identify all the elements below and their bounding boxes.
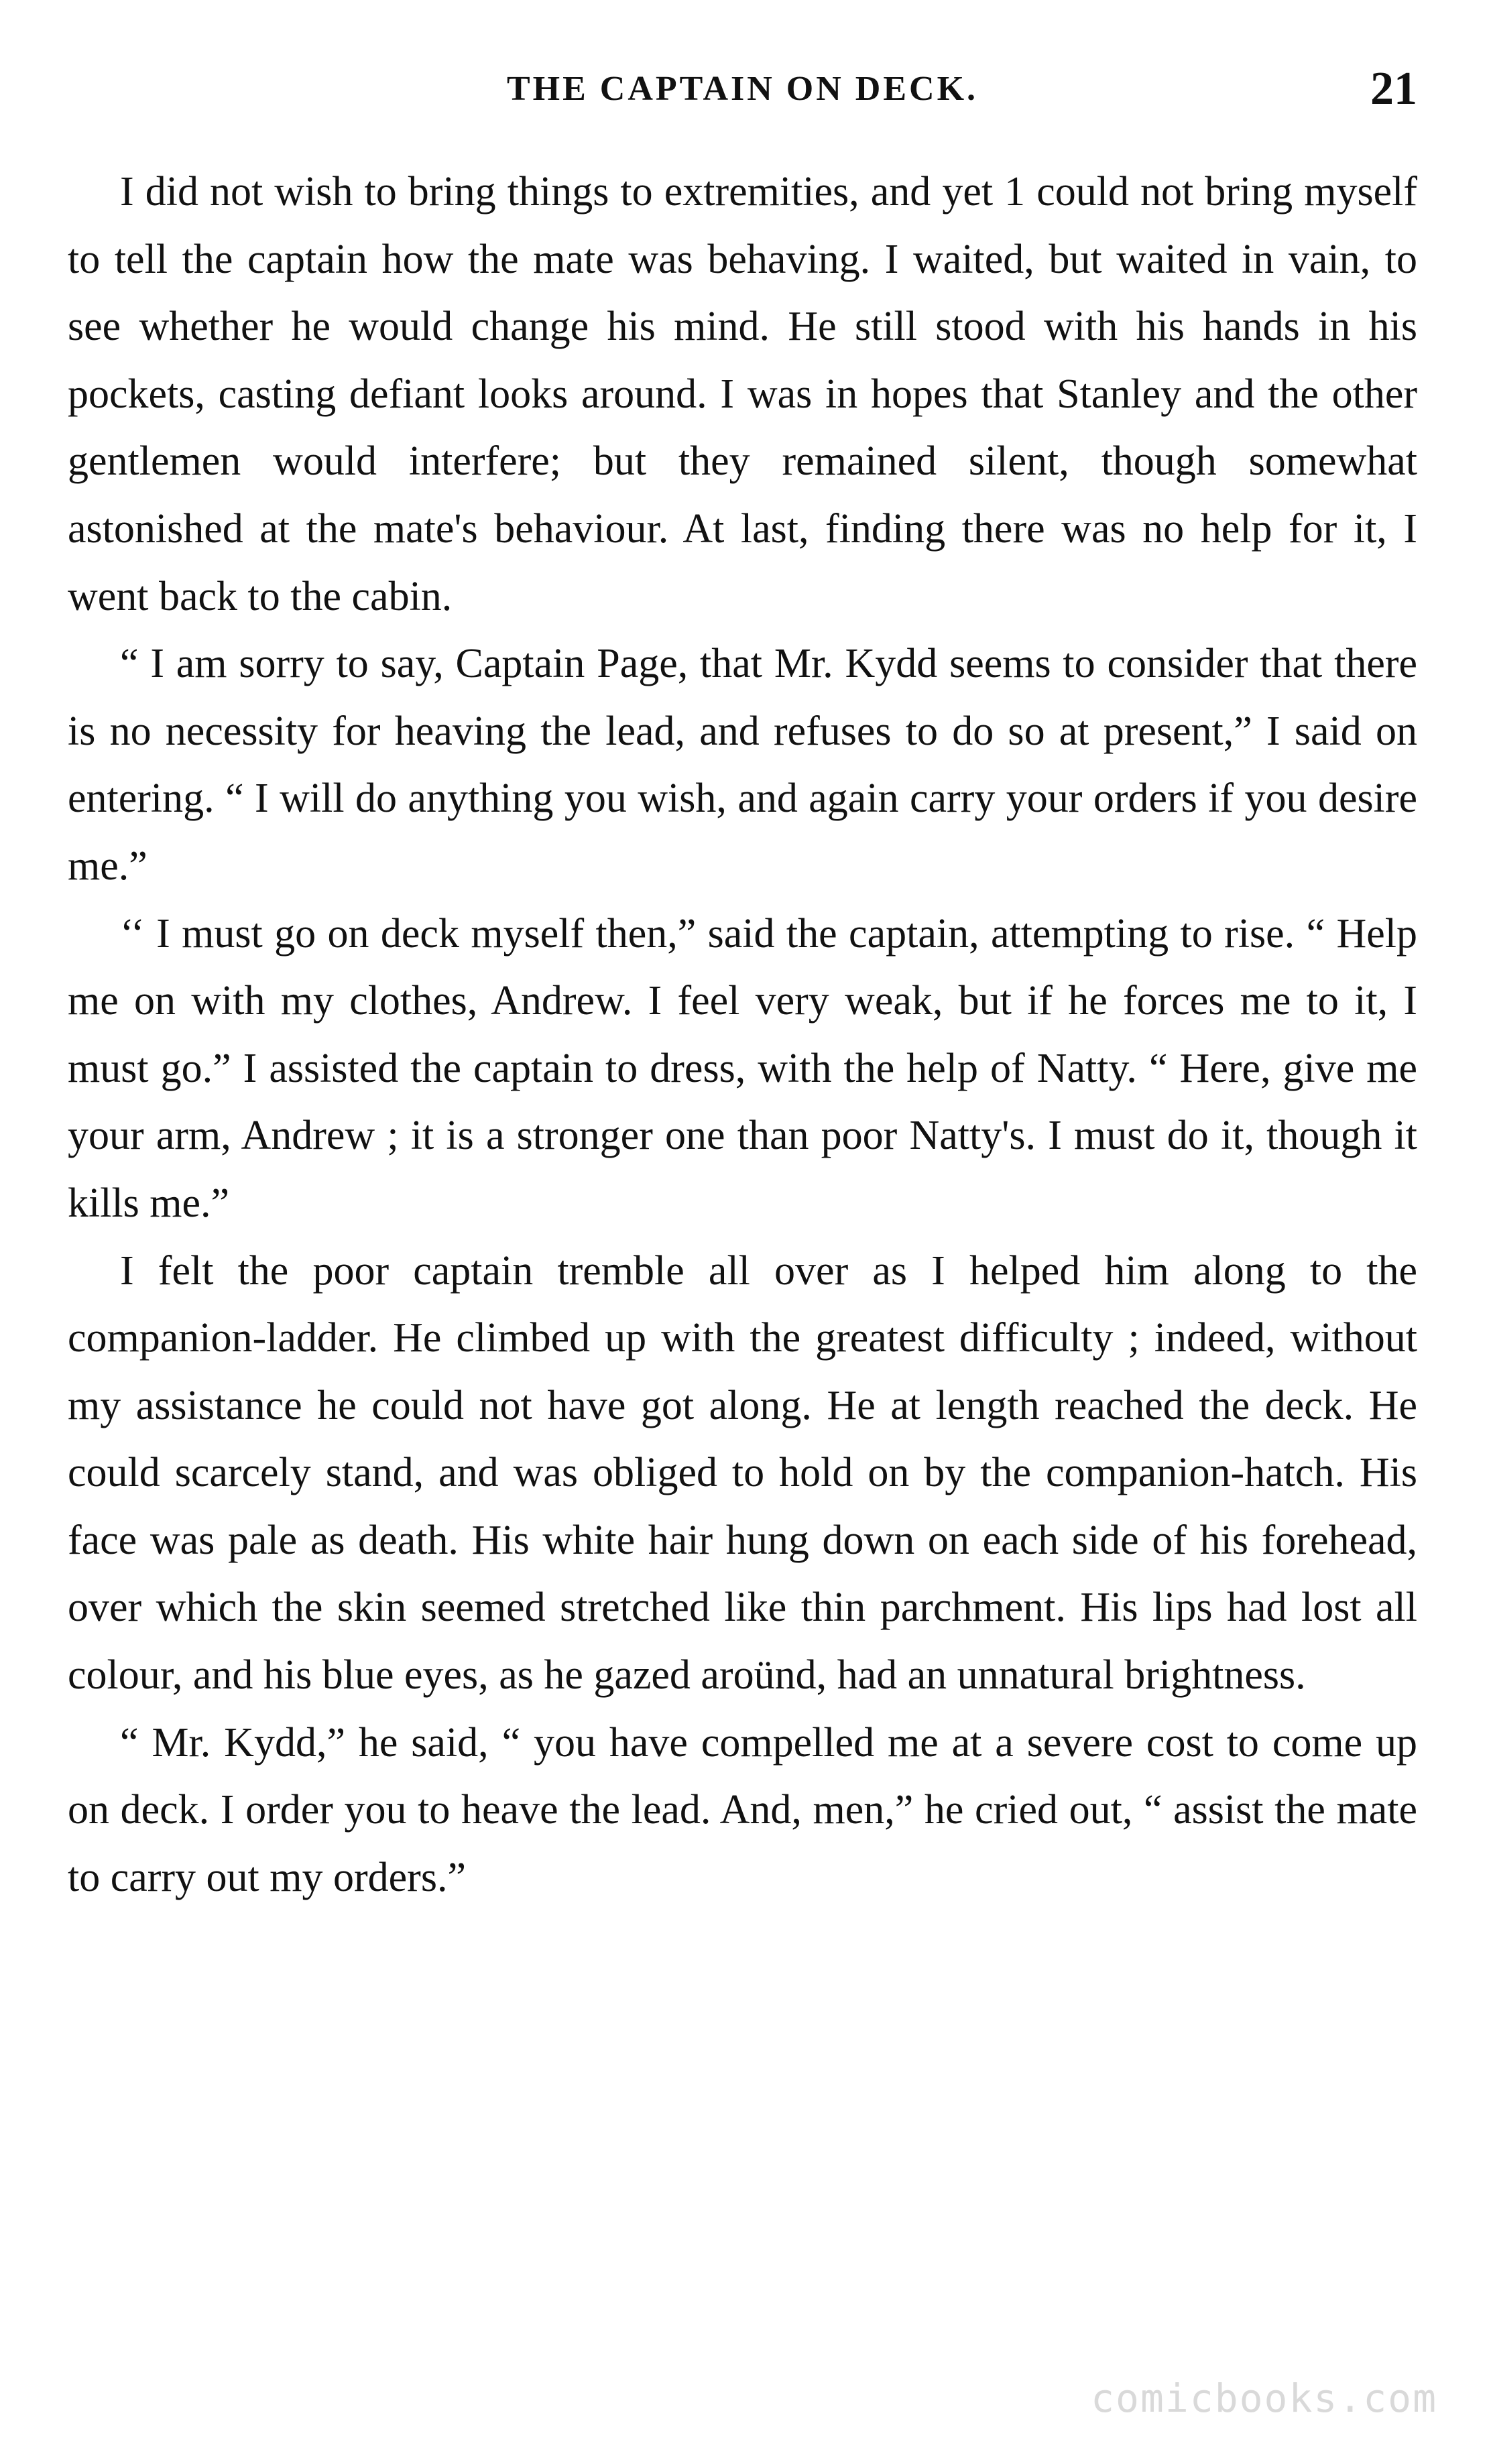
body-text bbox=[68, 158, 1417, 1911]
page-number: 21 bbox=[1370, 63, 1417, 115]
watermark: comicbooks.com bbox=[1091, 2376, 1437, 2421]
running-head bbox=[68, 59, 1417, 119]
paragraph-1: I did not wish to bring things to extremities, and yet 1 could not bring myself to tell the captain how the mate was behaving. I waited, but waited in vain, to see whether he would change his mind. He still stood with his hands in his pockets, casting defiant looks around. I was in hopes that Stanley and the other gentlemen would interfere; but they remained silent, though somewhat astonished at the mate's behaviour. At last, finding there was no help for it, I went back to the cabin. bbox=[68, 169, 1417, 619]
paragraph-4: I felt the poor captain tremble all over as I helped him along to the companion-ladder. He climbed up with the greatest difficulty ; indeed, without my assistance he could not have got along. He at length reached the deck. He could scarcely stand, and was obliged to hold on by the companion-hatch. His face was pale as death. His white hair hung down on each side of his forehead, over which the skin seemed stretched like thin parchment. His lips had lost all colour, and his blue eyes, as he gazed aroünd, had an unnatural brightness. bbox=[68, 1247, 1417, 1699]
paragraph-5: “ Mr. Kydd,” he said, “ you have compelled me at a severe cost to come up on deck. I order you to heave the lead. And, men,” he cried out, “ assist the mate to carry out my orders.” bbox=[68, 1719, 1417, 1900]
paragraph-3: ‘‘ I must go on deck myself then,” said the captain, attempting to rise. “ Help me on with my clothes, Andrew. I feel very weak, but if he forces me to it, I must go.” I assisted the captain to dress, with the help of Natty. “ Here, give me your arm, Andrew ; it is a stronger one than poor Natty's. I must do it, though it kills me.” bbox=[68, 910, 1417, 1226]
running-title: THE CAPTAIN ON DECK. bbox=[506, 70, 979, 108]
paragraph-2: “ I am sorry to say, Captain Page, that Mr. Kydd seems to consider that there is no necessity for heaving the lead, and refuses to do so at present,” I said on entering. “ I will do anything you wish, and again carry your orders if you desire me.” bbox=[68, 641, 1417, 889]
